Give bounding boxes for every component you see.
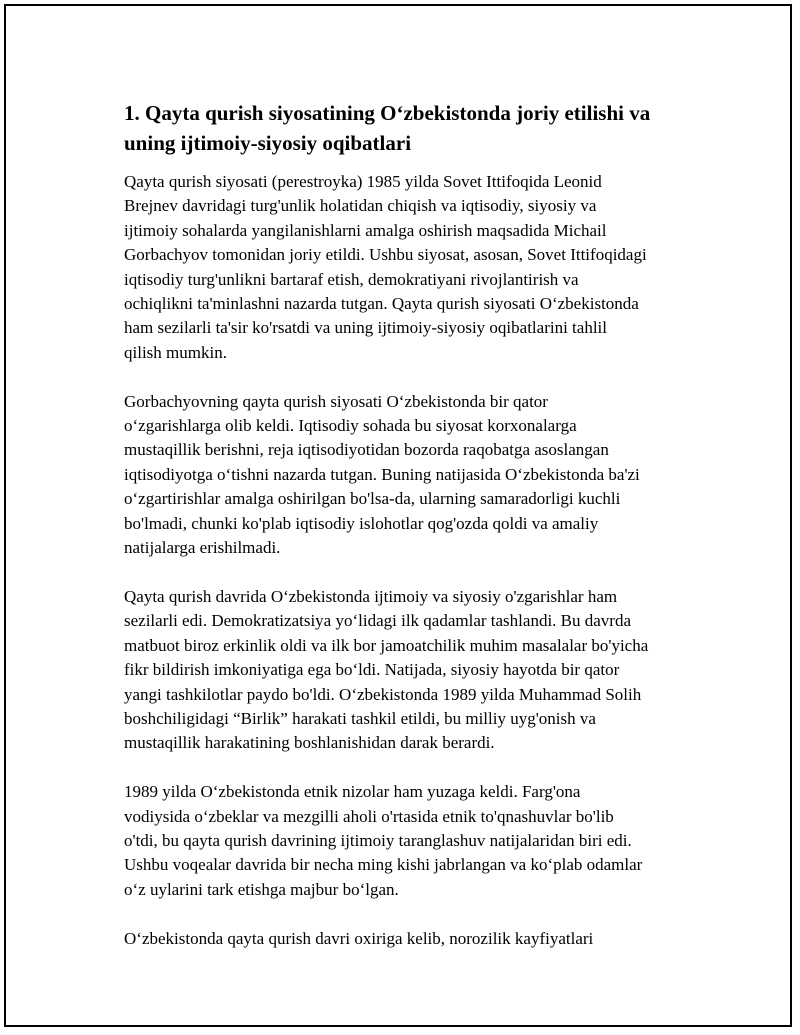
section-heading <box>124 98 704 158</box>
text-line: sezilarli edi. Demokratizatsiya yo‘lidagi ilk qadamlar tashlandi. Bu davrda <box>124 611 632 631</box>
text-line: qilish mumkin. <box>124 342 227 362</box>
text-line: O‘zbekistonda qayta qurish davri oxiriga kelib, norozilik kayfiyatlari <box>124 928 594 948</box>
text-line: Brejnev davridagi turg'unlik holatidan chiqish va iqtisodiy, siyosiy va <box>124 196 597 216</box>
text-line: natijalarga erishilmadi. <box>124 538 281 558</box>
text-line: Gorbachyov tomonidan joriy etildi. Ushbu siyosat, asosan, Sovet Ittifoqidagi <box>124 245 647 265</box>
paragraphs <box>124 170 704 951</box>
page-frame <box>4 4 792 1027</box>
text-line: o‘z uylarini tark etishga majbur bo‘lgan. <box>124 879 399 899</box>
paragraph <box>124 170 704 365</box>
text-line: yangi tashkilotlar paydo bo'ldi. O‘zbekistonda 1989 yilda Muhammad Solih <box>124 684 642 704</box>
paragraph <box>124 927 704 951</box>
text-line: iqtisodiy turg'unlikni bartaraf etish, demokratiyani rivojlantirish va <box>124 269 579 289</box>
text-line: mustaqillik berishni, reja iqtisodiyotidan bozorda raqobatga asoslangan <box>124 440 609 460</box>
text-line: mustaqillik harakatining boshlanishidan darak berardi. <box>124 733 495 753</box>
text-line: 1989 yilda O‘zbekistonda etnik nizolar ham yuzaga keldi. Farg'ona <box>124 782 581 802</box>
text-line: iqtisodiyotga o‘tishni nazarda tutgan. Buning natijasida O‘zbekistonda ba'zi <box>124 464 640 484</box>
text-line: Qayta qurish siyosati (perestroyka) 1985 yilda Sovet Ittifoqida Leonid <box>124 172 602 191</box>
document-body <box>124 98 704 951</box>
text-line: boshchiligidagi “Birlik” harakati tashkil etildi, bu milliy uyg'onish va <box>124 708 596 728</box>
text-line: bo'lmadi, chunki ko'plab iqtisodiy islohotlar qog'ozda qoldi va amaliy <box>124 513 599 533</box>
paragraph <box>124 390 704 561</box>
text-line: Ushbu voqealar davrida bir necha ming kishi jabrlangan va ko‘plab odamlar <box>124 855 643 875</box>
paragraph <box>124 780 704 902</box>
heading-line: uning ijtimoiy-siyosiy oqibatlari <box>124 131 412 155</box>
text-line: Gorbachyovning qayta qurish siyosati O‘zbekistonda bir qator <box>124 391 548 411</box>
text-line: ijtimoiy sohalarda yangilanishlarni amalga oshirish maqsadida Michail <box>124 220 607 240</box>
text-line: matbuot biroz erkinlik oldi va ilk bor jamoatchilik muhim masalalar bo'yicha <box>124 635 649 655</box>
text-line: o‘zgarishlarga olib keldi. Iqtisodiy sohada bu siyosat korxonalarga <box>124 416 577 436</box>
text-line: o'tdi, bu qayta qurish davrining ijtimoiy taranglashuv natijalaridan biri edi. <box>124 830 632 850</box>
text-line: o‘zgartirishlar amalga oshirilgan bo'lsa-da, ularning samaradorligi kuchli <box>124 489 621 509</box>
text-line: vodiysida o‘zbeklar va mezgilli aholi o'rtasida etnik to'qnashuvlar bo'lib <box>124 806 614 826</box>
text-line: ham sezilarli ta'sir ko'rsatdi va uning ijtimoiy-siyosiy oqibatlarini tahlil <box>124 318 607 338</box>
text-line: Qayta qurish davrida O‘zbekistonda ijtimoiy va siyosiy o'zgarishlar ham <box>124 586 618 606</box>
heading-line: 1. Qayta qurish siyosatining O‘zbekistonda joriy etilishi va <box>124 101 651 125</box>
text-line: fikr bildirish imkoniyatiga ega bo‘ldi. Natijada, siyosiy hayotda bir qator <box>124 660 620 680</box>
paragraph <box>124 585 704 756</box>
text-line: ochiqlikni ta'minlashni nazarda tutgan. Qayta qurish siyosati O‘zbekistonda <box>124 294 639 314</box>
